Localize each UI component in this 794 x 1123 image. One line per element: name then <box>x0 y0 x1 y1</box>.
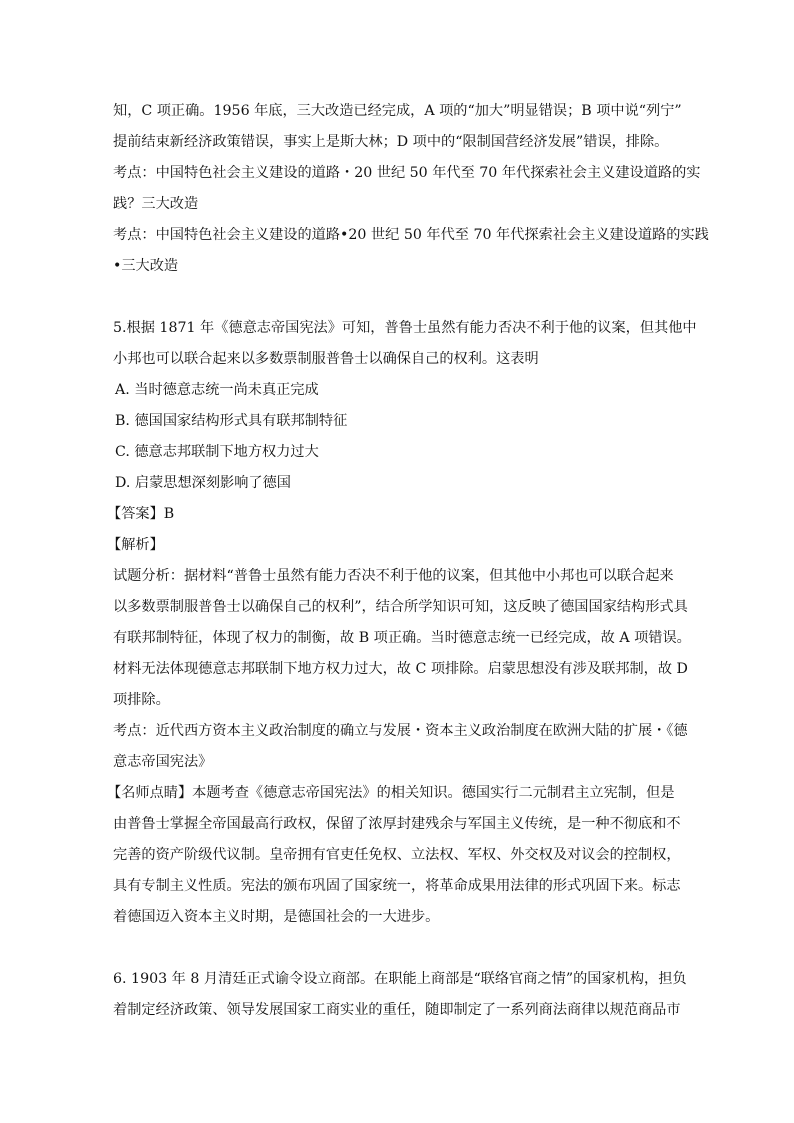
teacher-note-line: 着德国迈入资本主义时期，是德国社会的一大进步。 <box>113 909 440 925</box>
answer-label: 【答案】B <box>107 506 175 522</box>
analysis-line: 项排除。 <box>113 692 170 708</box>
analysis-line: 考点：近代西方资本主义政治制度的确立与发展・资本主义政治制度在欧洲大陆的扩展・《德 <box>113 723 688 739</box>
text-line: 践？三大改造 <box>113 196 199 212</box>
paragraph-gap <box>113 933 685 964</box>
analysis-line: 以多数票制服普鲁士以确保自己的权利”，结合所学知识可知，这反映了德国国家结构形式具 <box>113 599 688 615</box>
text-line: 知，C 项正确。1956 年底，三大改造已经完成，A 项的“加大”明显错误；B 项中说“列宁” <box>113 103 682 119</box>
option-b: B. 德国国家结构形式具有联邦制特征 <box>115 413 348 429</box>
paragraph-gap <box>113 282 685 313</box>
analysis-label: 【解析】 <box>107 537 164 553</box>
text-line: 考点：中国特色社会主义建设的道路・20 世纪 50 年代至 70 年代探索社会主义建设道路的实 <box>113 165 701 181</box>
option-a: A. 当时德意志统一尚未真正完成 <box>115 382 319 398</box>
previous-answer-tail <box>113 96 709 282</box>
analysis-heading <box>107 530 685 561</box>
question-stem-line: 小邦也可以联合起来以多数票制服普鲁士以确保自己的权利。这表明 <box>113 351 539 367</box>
analysis-line: 材料无法体现德意志邦联制下地方权力过大，故 C 项排除。启蒙思想没有涉及联邦制，故 D <box>113 661 688 677</box>
option-d: D. 启蒙思想深刻影响了德国 <box>115 475 291 491</box>
option-c: C. 德意志邦联制下地方权力过大 <box>115 444 319 460</box>
question-stem-line: 着制定经济政策、领导发展国家工商实业的重任，随即制定了一系列商法商律以规范商品市 <box>113 1002 681 1018</box>
analysis-line: 试题分析：据材料“普鲁士虽然有能力否决不利于他的议案，但其他中小邦也可以联合起来 <box>113 568 674 584</box>
text-line: •三大改造 <box>113 258 179 274</box>
document-page <box>107 96 709 1026</box>
question-stem-line: 5.根据 1871 年《德意志帝国宪法》可知，普鲁士虽然有能力否决不利于他的议案，但其他中 <box>113 320 697 336</box>
question-6 <box>113 964 685 1026</box>
text-line: 提前结束新经济政策错误，事实上是斯大林；D 项中的“限制国营经济发展”错误，排除。 <box>113 134 669 150</box>
analysis-line: 意志帝国宪法》 <box>113 754 213 770</box>
text-line: 考点：中国特色社会主义建设的道路•20 世纪 50 年代至 70 年代探索社会主义建设道路的实践 <box>113 227 709 243</box>
answer-line <box>107 499 685 530</box>
teacher-note-line: 具有专制主义性质。宪法的颁布巩固了国家统一，将革命成果用法律的形式巩固下来。标志 <box>113 878 681 894</box>
teacher-note-text: 【名师点睛】本题考查《德意志帝国宪法》的相关知识。德国实行二元制君主立宪制，但是 <box>107 785 675 801</box>
question-stem-line: 6. 1903 年 8 月清廷正式谕令设立商部。在职能上商部是“联络官商之情”的国家机构，担负 <box>113 971 687 987</box>
teacher-note-line: 完善的资产阶级代议制。皇帝拥有官吏任免权、立法权、军权、外交权及对议会的控制权， <box>113 847 681 863</box>
analysis-line: 有联邦制特征，体现了权力的制衡，故 B 项正确。当时德意志统一已经完成，故 A 项错误。 <box>113 630 691 646</box>
teacher-note-line <box>107 778 685 809</box>
teacher-note-line: 由普鲁士掌握全帝国最高行政权，保留了浓厚封建残余与军国主义传统，是一种不彻底和不 <box>113 816 681 832</box>
question-5 <box>107 313 697 933</box>
